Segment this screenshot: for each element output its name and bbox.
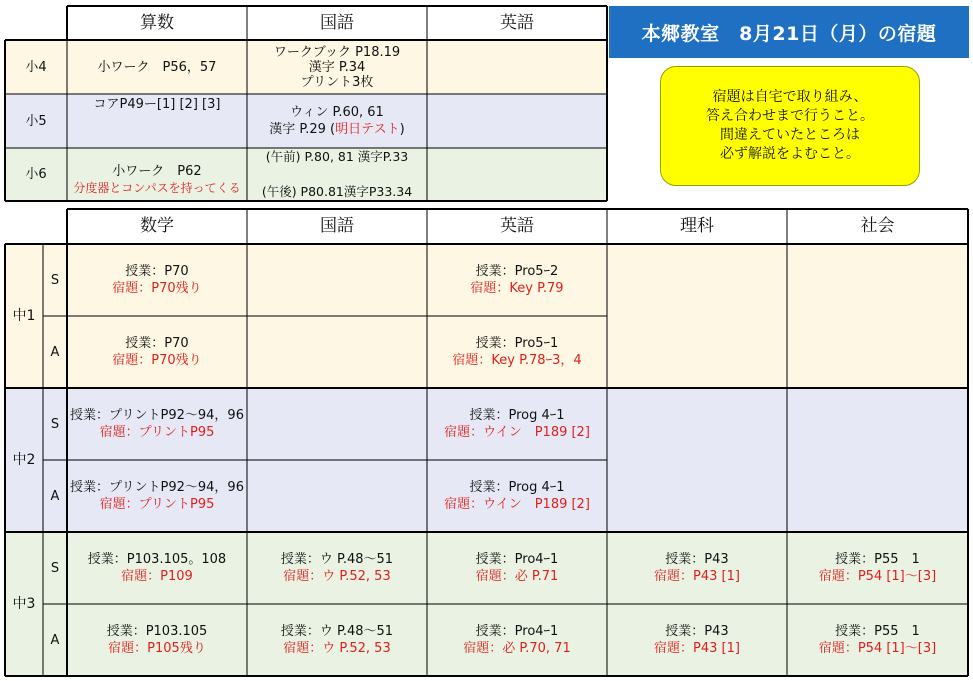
class-label: S	[50, 272, 60, 288]
cell-chu3a-english	[427, 604, 607, 676]
class-text: 授業：Pro4ｰ1	[475, 552, 559, 567]
cell-text: 漢字 P.34	[308, 59, 366, 75]
cell-chu2a-english	[427, 460, 607, 532]
header-sansu: 算数	[140, 12, 174, 33]
cell-chu1a-math	[67, 316, 247, 388]
class-text: 授業：P43	[665, 624, 729, 639]
class-label: A	[50, 632, 60, 648]
class-text: 授業：ウ P.48～51	[280, 552, 394, 567]
cell-sho5-japanese	[247, 94, 427, 148]
header-shakai: 社会	[860, 216, 895, 236]
cell-chu1a-english	[427, 316, 607, 388]
grade-label: 中2	[12, 451, 36, 468]
homework-text: 宿題：Key P.79	[470, 281, 564, 296]
cell-chu3a-math	[67, 604, 247, 676]
class-label: A	[50, 344, 60, 360]
class-text: 授業：Prog 4ｰ1	[469, 480, 565, 495]
cell-chu2a-math	[67, 460, 247, 532]
class-text: 授業：Pro5ｰ2	[475, 264, 559, 279]
cell-chu3s-japanese	[247, 532, 427, 604]
homework-text: 宿題：ウ P.52, 53	[283, 569, 391, 584]
homework-text: 宿題：P70残り	[112, 281, 202, 296]
homework-text: 宿題：P54 [1]～[3]	[818, 641, 937, 656]
homework-text: 宿題：必 P.71	[475, 569, 559, 584]
cell-chu3s-science	[607, 532, 787, 604]
header-sugaku: 数学	[140, 216, 174, 236]
cell-sho4-japanese	[247, 40, 427, 94]
homework-text: 宿題：Key P.78ｰ3，4	[452, 353, 582, 368]
homework-text: 宿題：プリントP95	[99, 425, 215, 440]
class-label: S	[50, 560, 60, 576]
homework-text: 宿題：P43 [1]	[654, 569, 740, 584]
class-text: 授業：P103.105。108	[87, 552, 227, 567]
header-eigo: 英語	[500, 216, 534, 236]
cell-text: (午後) P80.81漢字P33.34	[261, 184, 413, 199]
homework-text: 宿題：必 P.70, 71	[463, 641, 571, 656]
cell-sho6-math	[67, 148, 247, 201]
cell-chu3a-social	[787, 604, 968, 676]
header-rika: 理科	[680, 216, 714, 236]
class-text: 授業：プリントP92～94，96	[70, 480, 244, 495]
cell-text: ウィン P.60, 61	[290, 105, 384, 120]
cell-text: ワークブック P18.19	[273, 44, 401, 60]
cell-chu1s-english	[427, 244, 607, 316]
class-text: 授業：P70	[125, 264, 189, 279]
class-text: 授業：Prog 4ｰ1	[469, 408, 565, 423]
grade-label: 小6	[25, 167, 47, 182]
class-text: 授業：プリントP92～94，96	[70, 408, 244, 423]
class-text: 授業：ウ P.48～51	[280, 624, 394, 639]
class-text: 授業：P70	[125, 336, 189, 351]
class-text: 授業：Pro4ｰ1	[475, 624, 559, 639]
cell-text: )	[399, 122, 405, 137]
cell-sho5-math	[67, 94, 247, 148]
homework-text: 宿題：P105残り	[108, 641, 206, 656]
class-text: 授業：P55 1	[835, 624, 920, 639]
homework-text: 宿題：P109	[121, 569, 193, 584]
grade-label: 中1	[12, 307, 36, 324]
header-kokugo: 国語	[320, 216, 354, 236]
cell-chu3a-japanese	[247, 604, 427, 676]
cell-chu3s-math	[67, 532, 247, 604]
cell-text: 小ワーク P56，57	[97, 59, 217, 75]
homework-text: 宿題：P54 [1]～[3]	[818, 569, 937, 584]
test-notice: 明日テスト	[335, 122, 400, 137]
note-line: 宿題は自宅で取り組み、	[712, 89, 868, 105]
class-text: 授業：Pro5ｰ1	[475, 336, 559, 351]
homework-text: 宿題：プリントP95	[99, 497, 215, 512]
cell-chu2s-english	[427, 388, 607, 460]
class-text: 授業：P43	[665, 552, 729, 567]
cell-text: (午前) P.80, 81 漢字P.33	[265, 149, 409, 164]
grade-label: 中3	[12, 595, 36, 612]
cell-text: 小ワーク P62	[112, 163, 202, 179]
header-eigo: 英語	[500, 12, 534, 33]
cell-sho6-japanese	[247, 148, 427, 201]
cell-chu3s-english	[427, 532, 607, 604]
class-label: S	[50, 416, 60, 432]
homework-text: 宿題：ウイン P189 [2]	[444, 497, 590, 512]
class-label: A	[50, 488, 60, 504]
cell-chu3s-social	[787, 532, 968, 604]
note-line: 必ず解説をよむこと。	[720, 146, 860, 162]
grade-label: 小5	[25, 113, 47, 129]
class-text: 授業：P55 1	[835, 552, 920, 567]
cell-chu1s-math	[67, 244, 247, 316]
cell-text: 漢字 P.29 (	[269, 122, 336, 137]
homework-text: 宿題：P70残り	[112, 353, 202, 368]
cell-chu2s-math	[67, 388, 247, 460]
class-text: 授業：P103.105	[106, 624, 208, 639]
note-line: 間違えていたところは	[720, 127, 860, 143]
cell-text: コアP49ー[1] [2] [3]	[93, 97, 221, 112]
cell-text-red: 分度器とコンパスを持ってくる	[73, 180, 241, 195]
cell-text: プリント3枚	[300, 74, 374, 90]
cell-text-mixed	[269, 121, 404, 138]
note-line: 答え合わせまで行うこと。	[706, 108, 874, 124]
homework-text: 宿題：P43 [1]	[654, 641, 740, 656]
cell-sho4-math	[67, 40, 247, 94]
page-title: 本郷教室 8月21日（月）の宿題	[609, 6, 969, 58]
cell-chu3a-science	[607, 604, 787, 676]
homework-text: 宿題：ウ P.52, 53	[283, 641, 391, 656]
grade-label: 小4	[25, 59, 47, 75]
header-kokugo: 国語	[320, 12, 354, 33]
homework-text: 宿題：ウイン P189 [2]	[444, 425, 590, 440]
